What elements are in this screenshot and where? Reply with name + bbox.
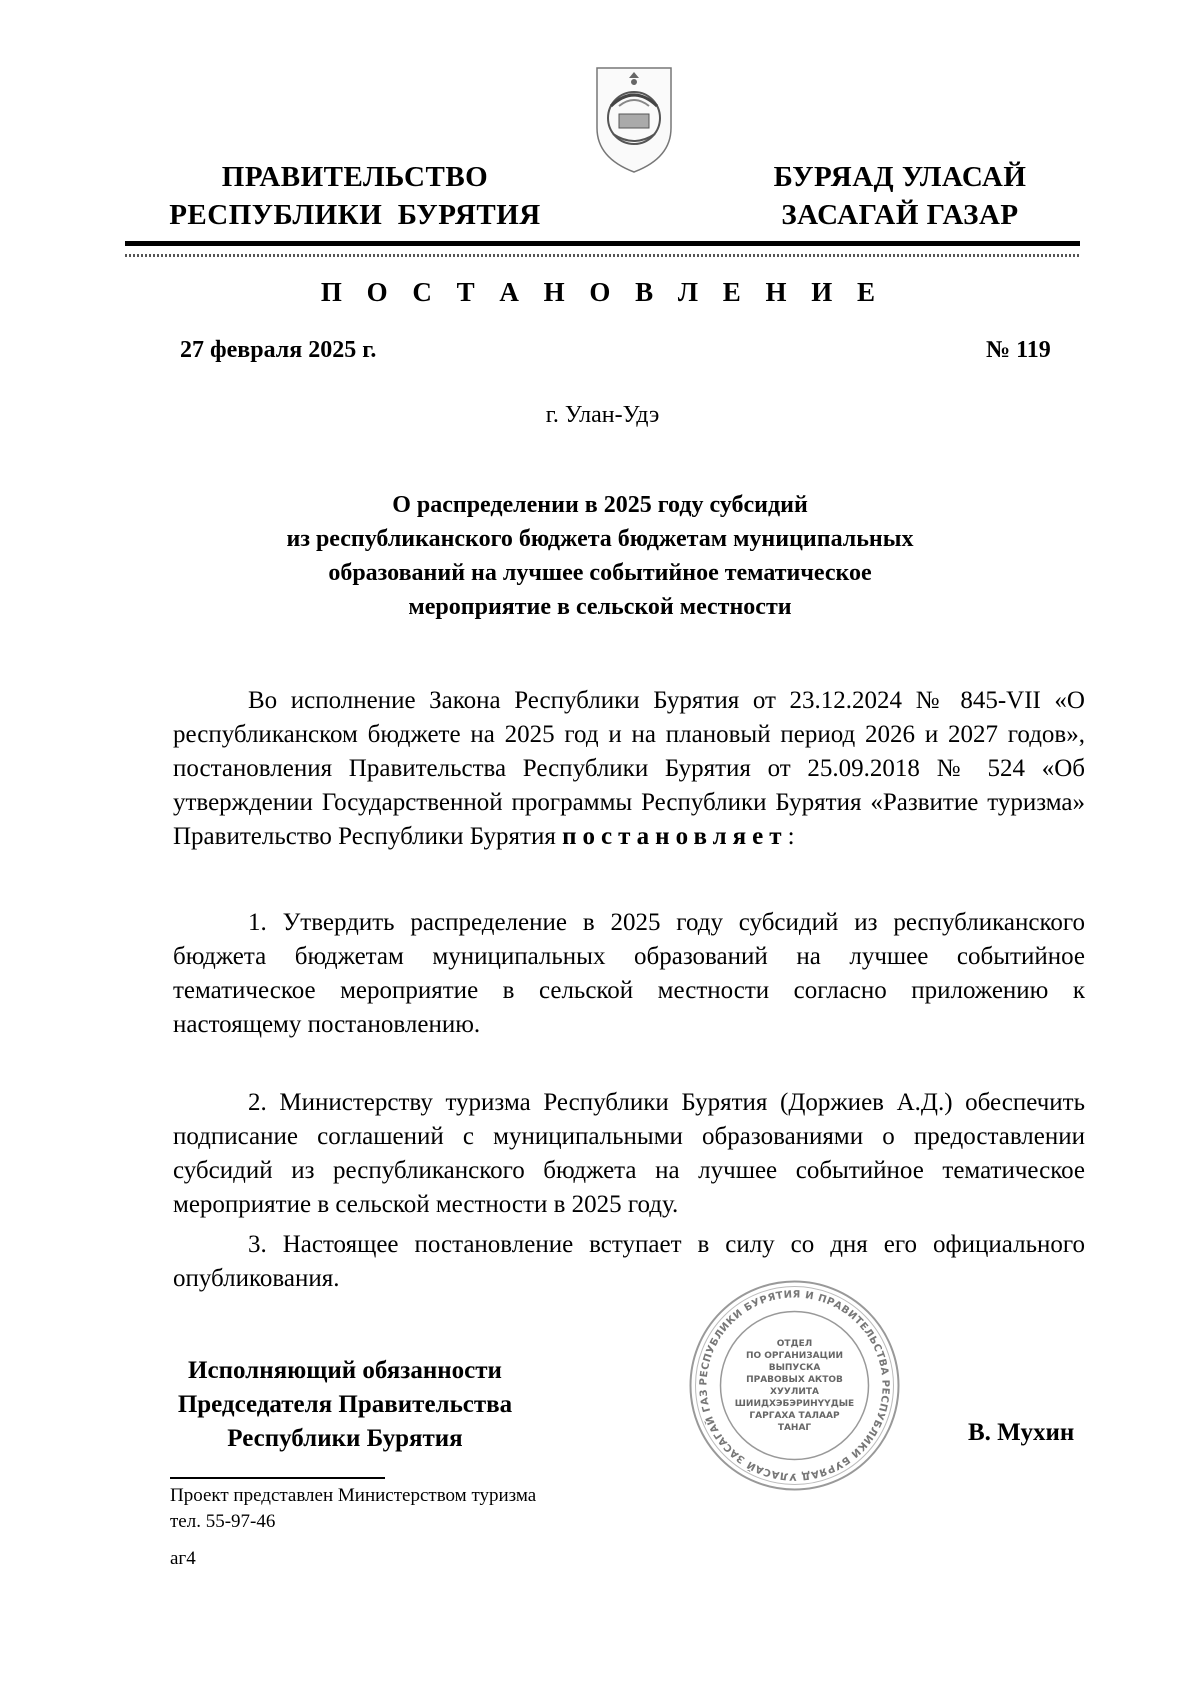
decrees-word: постановляет [562, 823, 788, 850]
position-line: Председателя Правительства [177, 1391, 513, 1418]
intro-paragraph [173, 684, 1085, 854]
header-divider-thin [125, 254, 1080, 257]
header-left [155, 158, 555, 234]
stamp-outer-text: РЕСПУБЛИКИ БУРЯТИЯ И ПРАВИТЕЛЬСТВА РЕСПУБЛИКИ БУРЯАД УЛАСАЙ ЗАСАГАЙ ГАЗ [698, 1289, 891, 1482]
stamp-line: ТАНАГ [777, 1423, 812, 1433]
official-stamp [687, 1278, 902, 1493]
stamp-line: ХУУЛИТА [770, 1387, 819, 1397]
project-note: Проект представлен Министерством туризма [170, 1485, 537, 1506]
document-date: 27 февраля 2025 г. [180, 337, 377, 363]
signatory-name: В. Мухин [968, 1419, 1075, 1446]
position-line: Республики Бурятия [227, 1425, 463, 1452]
title-line: О распределении в 2025 году субсидий [392, 492, 808, 518]
stamp-line: ОТДЕЛ [776, 1339, 813, 1349]
position-line: Исполняющий обязанности [188, 1357, 502, 1384]
item-1-paragraph: 1. Утвердить распределение в 2025 году субсидий из республиканского бюджета бюджетам муниципальных образований на лучшее событийное тематическое мероприятие в сельской местности согласно приложению к настоящему постановлению. [173, 909, 1085, 1038]
stamp-line: ПО ОРГАНИЗАЦИИ [745, 1351, 844, 1361]
coat-of-arms-icon [589, 58, 679, 178]
signatory-position [150, 1354, 540, 1456]
decrees-colon: : [787, 823, 795, 850]
header-divider-thick [125, 241, 1080, 246]
document-city: г. Улан-Удэ [545, 402, 660, 428]
title-line: образований на лучшее событийное тематическое [328, 560, 872, 586]
header-left-line1: ПРАВИТЕЛЬСТВО [221, 161, 489, 193]
document-type: П О С Т А Н О В Л Е Н И Е [320, 277, 885, 307]
header-left-line2: РЕСПУБЛИКИ БУРЯТИЯ [169, 199, 541, 231]
header-right-line2: ЗАСАГАЙ ГАЗАР [781, 199, 1019, 231]
stamp-line: ПРАВОВЫХ АКТОВ [746, 1375, 843, 1385]
stamp-line: ГАРГАХА ТАЛААР [749, 1411, 840, 1421]
document-number: № 119 [986, 337, 1051, 363]
contact-phone: тел. 55-97-46 [170, 1511, 276, 1532]
document-code: аг4 [170, 1548, 196, 1569]
stamp-line: ШИИДХЭБЭРИНҮҮДЫЕ [734, 1399, 855, 1409]
item-2-paragraph: 2. Министерству туризма Республики Бурятия (Доржиев А.Д.) обеспечить подписание соглашений с муниципальными образованиями о предоставлении субсидий из республиканского бюджета на лучшее событийное тематическое мероприятие в сельской местности в 2025 году. [173, 1089, 1085, 1218]
title-line: из республиканского бюджета бюджетам муниципальных [286, 526, 914, 552]
header-right [740, 158, 1060, 234]
footer-divider [170, 1477, 385, 1479]
stamp-line: ВЫПУСКА [768, 1363, 821, 1373]
title-line: мероприятие в сельской местности [408, 594, 792, 620]
document-title [200, 488, 1000, 624]
intro-text: Во исполнение Закона Республики Бурятия от 23.12.2024 № 845-VII «О республиканском бюджете на 2025 год и на плановый период 2026 и 2027 годов», постановления Правительства Республики Бурятия от 25.09.2018 № 524 «Об утверждении Государственной программы Республики Бурятия «Развитие туризма» Правительство Республики Бурятия [173, 687, 1085, 850]
header-right-line1: БУРЯАД УЛАСАЙ [773, 161, 1027, 193]
item-3-paragraph: 3. Настоящее постановление вступает в силу со дня его официального опубликования. [173, 1231, 1085, 1292]
